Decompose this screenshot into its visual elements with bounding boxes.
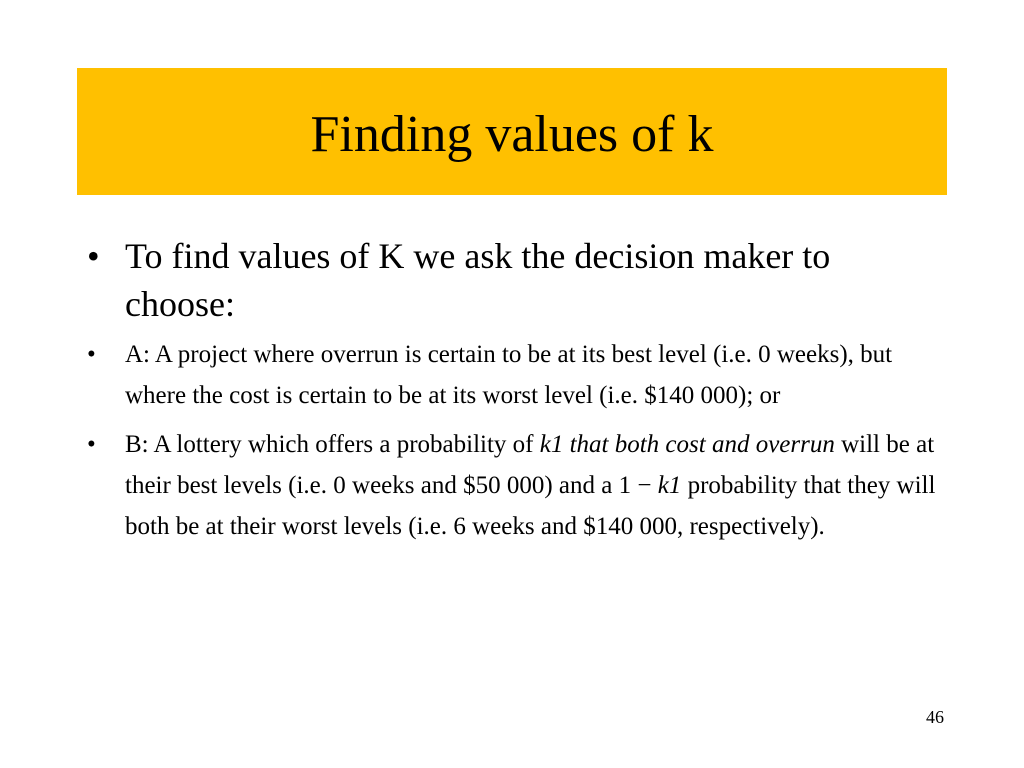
bullet-item-3 bbox=[87, 424, 937, 547]
title-banner bbox=[77, 68, 947, 195]
bullet-dot-icon: • bbox=[87, 236, 100, 276]
bullet-text: To find values of K we ask the decision maker to choose: bbox=[125, 236, 831, 324]
bullet-text-italic: k1 bbox=[657, 472, 682, 499]
bullet-list bbox=[87, 232, 937, 555]
slide-title: Finding values of k bbox=[310, 105, 714, 163]
bullet-dot-icon: • bbox=[87, 431, 96, 458]
bullet-text-segment: will be at their best levels (i.e. 0 weeks and $50 000) and a 1 − bbox=[125, 431, 935, 499]
bullet-text-segment: B: A lottery which offers a probability of bbox=[125, 431, 540, 458]
bullet-text-italic: k1 that both cost and overrun bbox=[539, 431, 835, 458]
bullet-text-segment: probability that they will both be at their worst levels (i.e. 6 weeks and $140 000, respectively). bbox=[125, 472, 936, 540]
bullet-item-1 bbox=[87, 232, 937, 328]
page-number: 46 bbox=[926, 707, 944, 727]
bullet-text: A: A project where overrun is certain to be at its best level (i.e. 0 weeks), but where the cost is certain to be at its worst level (i.e. $140 000); or bbox=[125, 341, 893, 409]
bullet-dot-icon: • bbox=[87, 341, 96, 368]
bullet-item-2 bbox=[87, 334, 937, 416]
